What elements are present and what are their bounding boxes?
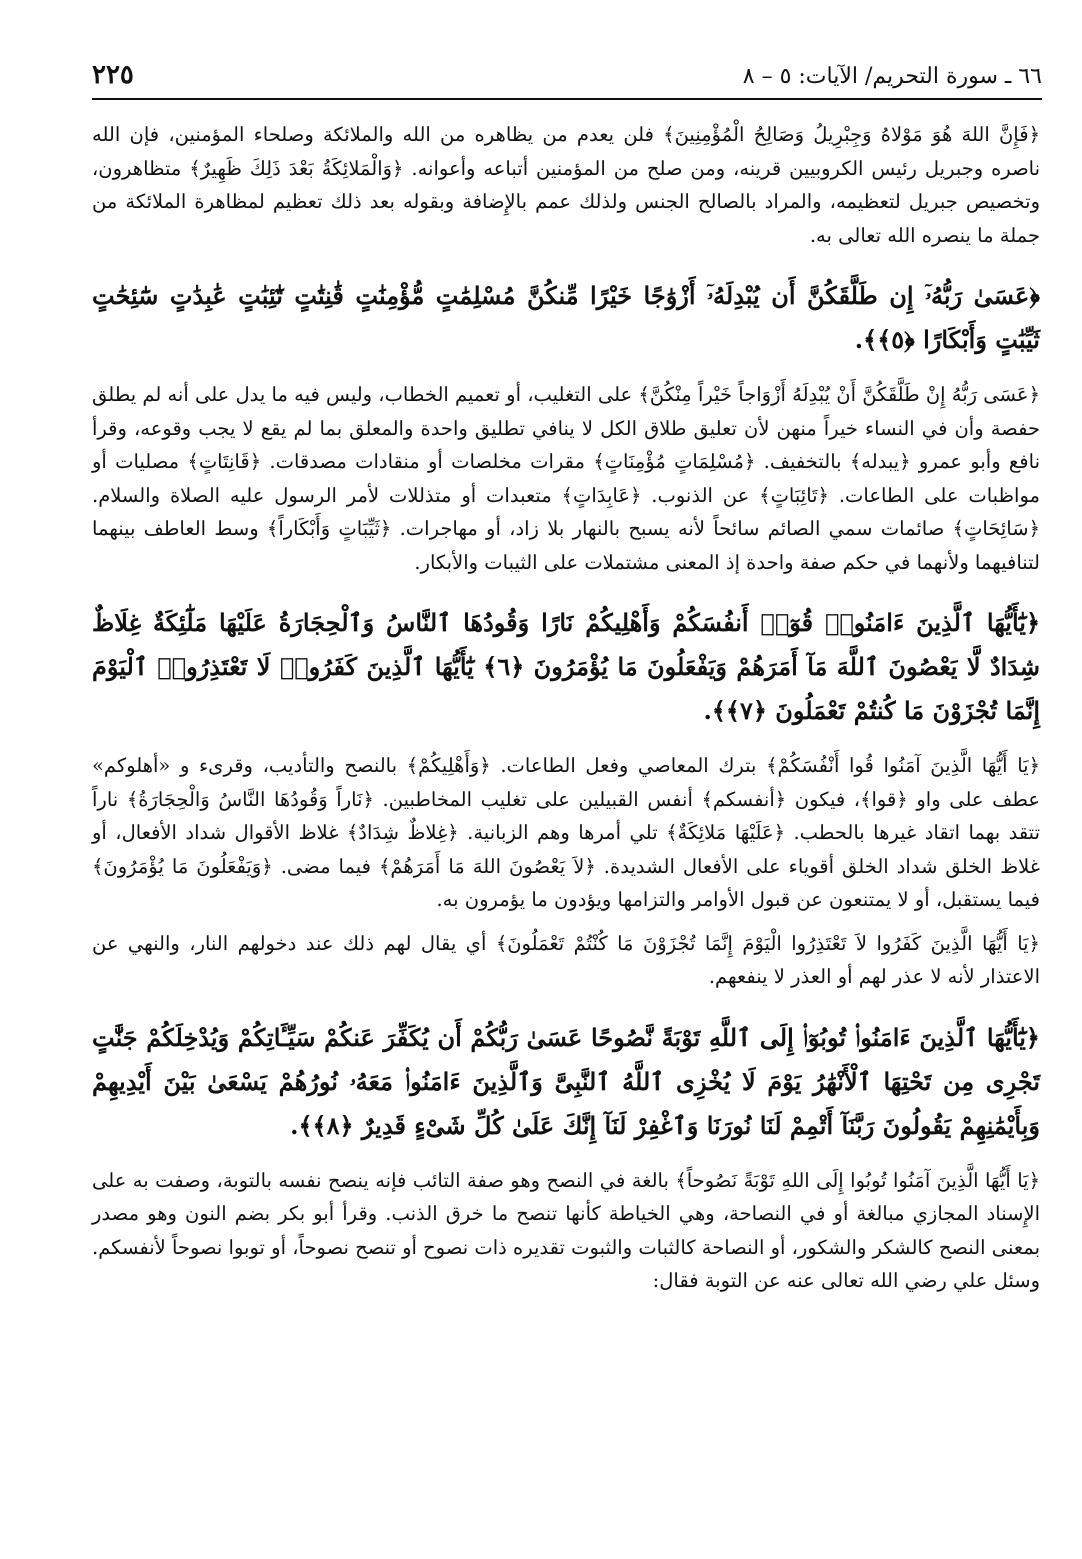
commentary-paragraph: ﴿يَا أَيُّهَا الَّذِينَ كَفَرُوا لاَ تَعْتَذِرُوا الْيَوْمَ إِنَّمَا تُجْزَوْنَ مَا كُنْتُمْ تَعْمَلُونَ﴾ أي يقال لهم ذلك عند دخولهم النار، والنهي عن الاعتذار لأنه لا عذر لهم أو العذر لا ينفعهم.: [92, 931, 1040, 988]
spacer: [92, 579, 1040, 601]
spacer: [92, 1148, 1040, 1164]
spacer: [92, 252, 1040, 274]
commentary-paragraph: ﴿يَا أَيُّهَا الَّذِينَ آمَنُوا قُوا أَنْفُسَكُمْ﴾ بترك المعاصي وفعل الطاعات. ﴿وَأَهْلِيكُمْ﴾ بالنصح والتأديب، وقرىء و «أهلوكم» عطف على واو ﴿قوا﴾، فيكون ﴿أنفسكم﴾ أنفس القبيلين على تغليب المخاطبين. ﴿نَاراً وَقُودُهَا النَّاسُ وَالْحِجَارَةُ﴾ ناراً تتقد بهما اتقاد غيرها بالحطب. ﴿عَلَيْهَا مَلائِكَةٌ﴾ تلي أمرها وهم الزبانية. ﴿غِلاظٌ شِدَادٌ﴾ غلاظ الأقوال شداد الأفعال، أو غلاظ الخلق شداد الخلق أقوياء على الأفعال الشديدة. ﴿لاَ يَعْصُونَ اللهَ مَا أَمَرَهُمْ﴾ فيما مضى. ﴿وَيَفْعَلُونَ مَا يُؤْمَرُونَ﴾ فيما يستقبل، أو لا يمتنعون عن قبول الأوامر والتزامها ويؤدون ما يؤمرون به.: [92, 754, 1040, 911]
quran-verse-block: ﴿يَٰٓأَيُّهَا ٱلَّذِينَ ءَامَنُوا۟ قُوٓا۟ أَنفُسَكُمْ وَأَهْلِيكُمْ نَارًا وَقُودُهَا ٱلنَّاسُ وَٱلْحِجَارَةُ عَلَيْهَا مَلَٰٓئِكَةٌ غِلَاظٌ شِدَادٌ لَّا يَعْصُونَ ٱللَّهَ مَآ أَمَرَهُمْ وَيَفْعَلُونَ مَا يُؤْمَرُونَ ﴿٦﴾ يَٰٓأَيُّهَا ٱلَّذِينَ كَفَرُوا۟ لَا تَعْتَذِرُوا۟ ٱلْيَوْمَ إِنَّمَا تُجْزَوْنَ مَا كُنتُمْ تَعْمَلُونَ ﴿٧﴾﴾.: [92, 608, 1041, 725]
page-number: ٢٢٥: [92, 60, 134, 90]
spacer: [92, 733, 1040, 749]
page-body: [92, 118, 1040, 1298]
commentary-paragraph: ﴿فَإِنَّ اللهَ هُوَ مَوْلاهُ وَجِبْرِيلُ وَصَالِحُ الْمُؤْمِنِينَ﴾ فلن يعدم من يظاهره من الله والملائكة وصلحاء المؤمنين، فإن الله ناصره وجبريل رئيس الكروبيين قرينه، ومن صلح من المؤمنين أتباعه وأعوانه. ﴿وَالْمَلائِكَةُ بَعْدَ ذَلِكَ ظَهِيرٌ﴾ متظاهرون، وتخصيص جبريل لتعظيمه، والمراد بالصالح الجنس ولذلك عمم بالإِضافة وبقوله بعد ذلك تعظيم لمظاهرة الملائكة من جملة ما ينصره الله تعالى به.: [92, 123, 1040, 247]
commentary-paragraph: ﴿يَا أَيُّهَا الَّذِينَ آمَنُوا تُوبُوا إِلَى اللهِ تَوْبَةً نَصُوحاً﴾ بالغة في النصح وهو صفة التائب فإنه ينصح نفسه بالتوبة، وصفت به على الإِسناد المجازي مبالغة أو في النصاحة، وهي الخياطة كأنها تنصح ما خرق الذنب. وقرأ أبو بكر بضم النون وهو مصدر بمعنى النصح كالشكر والشكور، أو النصاحة كالثبات والثبوت تقديره ذات نصوح أو تنصح نصوحاً، أو توبوا نصوحاً لأنفسكم. وسئل علي رضي الله تعالى عنه عن التوبة فقال:: [92, 1168, 1040, 1292]
quran-verse-block: ﴿يَٰٓأَيُّهَا ٱلَّذِينَ ءَامَنُوا۟ تُوبُوٓا۟ إِلَى ٱللَّهِ تَوْبَةً نَّصُوحًا عَسَىٰ رَبُّكُمْ أَن يُكَفِّرَ عَنكُمْ سَيِّـَٔاتِكُمْ وَيُدْخِلَكُمْ جَنَّٰتٍ تَجْرِى مِن تَحْتِهَا ٱلْأَنْهَٰرُ يَوْمَ لَا يُخْزِى ٱللَّهُ ٱلنَّبِىَّ وَٱلَّذِينَ ءَامَنُوا۟ مَعَهُۥ نُورُهُمْ يَسْعَىٰ بَيْنَ أَيْدِيهِمْ وَبِأَيْمَٰنِهِمْ يَقُولُونَ رَبَّنَآ أَتْمِمْ لَنَا نُورَنَا وَٱغْفِرْ لَنَآ إِنَّكَ عَلَىٰ كُلِّ شَىْءٍ قَدِيرٌ ﴿٨﴾﴾.: [92, 1022, 1040, 1140]
page-header: [92, 58, 1042, 100]
quran-verse-block: ﴿عَسَىٰ رَبُّهُۥٓ إِن طَلَّقَكُنَّ أَن يُبْدِلَهُۥٓ أَزْوَٰجًا خَيْرًا مِّنكُنَّ مُسْلِمَٰتٍ مُّؤْمِنَٰتٍ قَٰنِتَٰتٍ تَٰٓئِبَٰتٍ عَٰبِدَٰتٍ سَٰٓئِحَٰتٍ ثَيِّبَٰتٍ وَأَبْكَارًا ﴿٥﴾﴾.: [92, 281, 1040, 354]
spacer: [92, 362, 1040, 378]
spacer: [92, 994, 1040, 1016]
running-head: ٦٦ ـ سورة التحريم/ الآيات: ٥ – ٨: [742, 64, 1042, 89]
spacer: [92, 917, 1040, 927]
commentary-paragraph: ﴿عَسَى رَبُّهُ إِنْ طَلَّقَكُنَّ أَنْ يُبْدِلَهُ أَزْوَاجاً خَيْراً مِنْكُنَّ﴾ على التغليب، أو تعميم الخطاب، وليس فيه ما يدل على أنه لم يطلق حفصة وأن في النساء خيراً منهن لأن تعليق طلاق الكل لا ينافي تطليق واحدة والمعلق بما لم يقع لا يجب وقوعه، وقرأ نافع وأبو عمرو ﴿يبدله﴾ بالتخفيف. ﴿مُسْلِمَاتٍ مُؤْمِنَاتٍ﴾ مقرات مخلصات أو منقادات مصدقات. ﴿قَانِتَاتٍ﴾ مصليات أو مواظبات على الطاعات. ﴿تَائِبَاتٍ﴾ عن الذنوب. ﴿عَابِدَاتٍ﴾ متعبدات أو متذللات لأمر الرسول عليه الصلاة والسلام. ﴿سَائِحَاتٍ﴾ صائمات سمي الصائم سائحاً لأنه يسبح بالنهار بلا زاد، أو مهاجرات. ﴿ثَيِّبَاتٍ وَأَبْكَاراً﴾ وسط العاطف بينهما لتنافيهما ولأنهما في حكم صفة واحدة إذ المعنى مشتملات على الثيبات والأبكار.: [92, 383, 1040, 574]
